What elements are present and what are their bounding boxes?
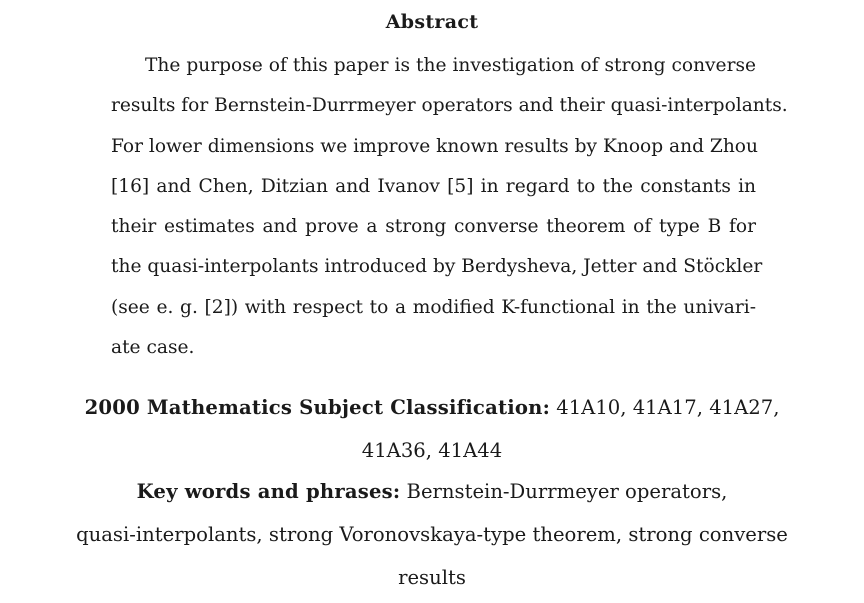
keywords-line-3: results bbox=[398, 566, 466, 589]
abstract-line: (see e. g. [2]) with respect to a modified K-functional in the univari- bbox=[111, 296, 756, 318]
keywords-line-2: quasi-interpolants, strong Voronovskaya-type theorem, strong converse bbox=[76, 523, 788, 546]
msc-label: 2000 Mathematics Subject Classification: bbox=[84, 396, 551, 419]
abstract-line: the quasi-interpolants introduced by Berdysheva, Jetter and Stöckler bbox=[111, 256, 763, 278]
abstract-line: results for Bernstein-Durrmeyer operators and their quasi-interpolants. bbox=[111, 95, 788, 117]
msc-codes-1: 41A10, 41A17, 41A27, bbox=[556, 396, 780, 419]
keywords-section bbox=[0, 470, 864, 599]
msc-line-1 bbox=[0, 386, 864, 429]
keywords-text-1: Bernstein-Durrmeyer operators, bbox=[406, 480, 728, 503]
msc-line-2 bbox=[0, 429, 864, 472]
abstract-line: their estimates and prove a strong converse theorem of type B for bbox=[111, 216, 756, 238]
msc-codes-2: 41A36, 41A44 bbox=[361, 439, 503, 462]
abstract-body bbox=[111, 46, 788, 368]
abstract-line: ate case. bbox=[111, 337, 195, 359]
keywords-line-1 bbox=[0, 470, 864, 513]
keywords-label: Key words and phrases: bbox=[136, 480, 401, 503]
abstract-line: For lower dimensions we improve known results by Knoop and Zhou bbox=[111, 135, 758, 157]
abstract-heading: Abstract bbox=[385, 11, 479, 33]
msc-section bbox=[0, 386, 864, 472]
abstract-line: The purpose of this paper is the investigation of strong converse bbox=[145, 55, 756, 76]
abstract-line: [16] and Chen, Ditzian and Ivanov [5] in regard to the constants in bbox=[111, 175, 756, 197]
